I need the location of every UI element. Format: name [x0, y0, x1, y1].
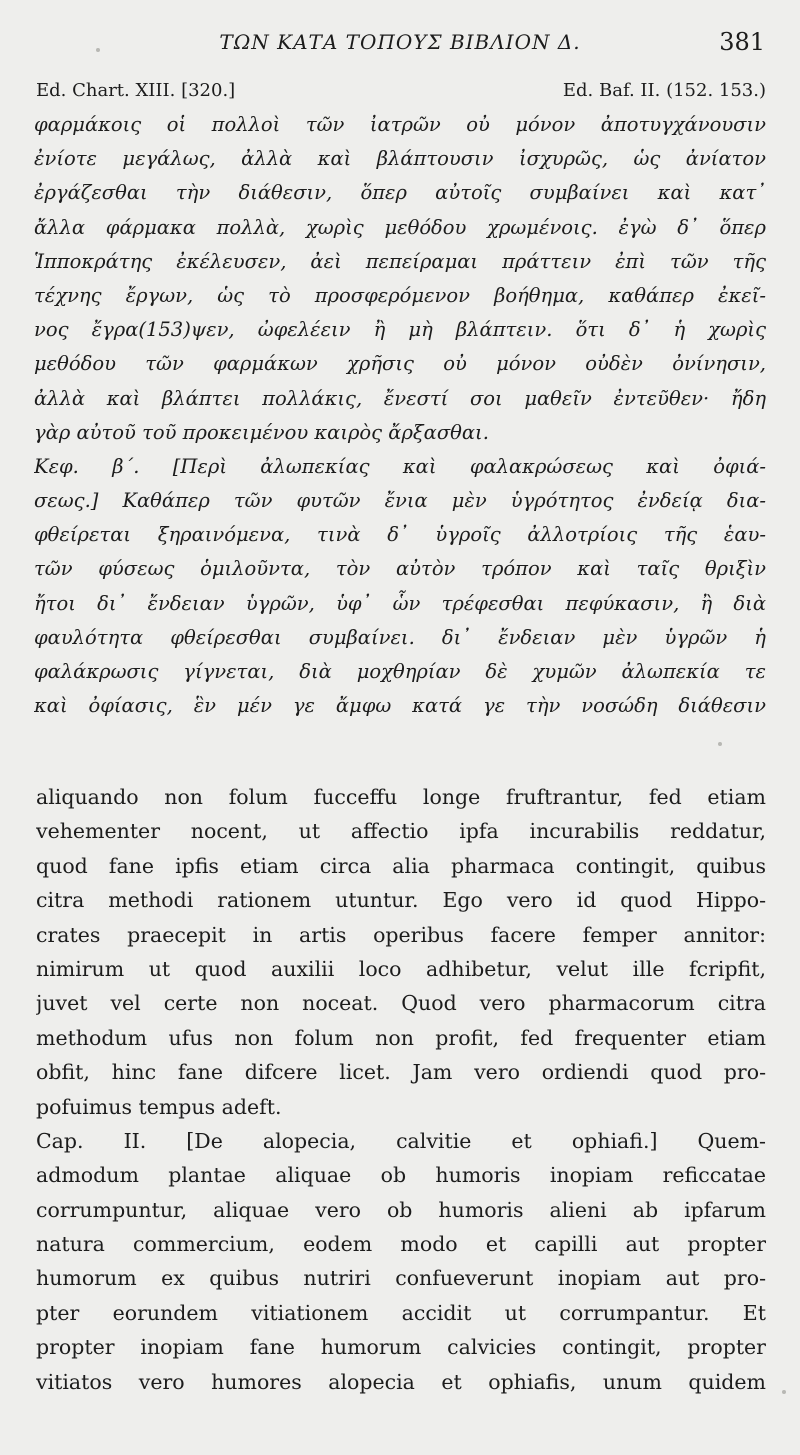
greek-line: ἐργάζεσθαι τὴν διάθεσιν, ὅπερ αὐτοῖς συμβαίνει καὶ κατ᾽	[34, 181, 766, 205]
edition-reference-left: Ed. Chart. XIII. [320.]	[36, 80, 236, 101]
greek-line: γὰρ αὐτοῦ τοῦ προκειμένου καιρὸς ἄρξασθαι.	[34, 420, 489, 444]
latin-line: juvet vel certe non noceat. Quod vero pharmacorum citra	[36, 991, 766, 1016]
latin-line: aliquando non folum fucceffu longe fruftrantur, fed etiam	[36, 785, 766, 809]
latin-line: pofuimus tempus adeft.	[36, 1094, 282, 1119]
greek-line: ἄλλα φάρμακα πολλὰ, χωρὶς μεθόδου χρωμένοις. ἐγὼ δ᾽ ὅπερ	[34, 215, 766, 239]
greek-line: φαρμάκοις οἱ πολλοὶ τῶν ἰατρῶν οὐ μόνον ἀποτυγχάνουσιν	[34, 113, 766, 136]
greek-line: τῶν φύσεως ὁμιλοῦντα, τὸν αὐτὸν τρόπον καὶ ταῖς θριξὶν	[34, 557, 766, 581]
greek-line: φαυλότητα φθείρεσθαι συμβαίνει. δι᾽ ἔνδειαν μὲν ὑγρῶν ἡ	[34, 625, 766, 649]
latin-line: propter inopiam fane humorum calvicies contingit, propter	[36, 1335, 766, 1360]
latin-line: citra methodi rationem utuntur. Ego vero id quod Hippo-	[36, 888, 766, 913]
latin-line: quod fane ipfis etiam circa alia pharmaca contingit, quibus	[36, 853, 766, 878]
latin-line: crates praecepit in artis operibus facere femper annitor:	[36, 922, 766, 947]
edition-reference-right: Ed. Baf. II. (152. 153.)	[562, 80, 766, 101]
latin-line: admodum plantae aliquae ob humoris inopiam reficcatae	[36, 1163, 766, 1188]
latin-line: vitiatos vero humores alopecia et ophiafis, unum quidem	[36, 1369, 766, 1394]
latin-line: obfit, hinc fane difcere licet. Jam vero ordiendi quod pro-	[36, 1060, 766, 1085]
latin-chapter-heading-line: Cap. II. [De alopecia, calvitie et ophiafi.] Quem-	[36, 1128, 766, 1153]
greek-line: φθείρεται ξηραινόμενα, τινὰ δ᾽ ὑγροῖς ἀλλοτρίοις τῆς ἑαυ-	[34, 523, 766, 547]
greek-line: μεθόδου τῶν φαρμάκων χρῆσις οὐ μόνον οὐδὲν ὀνίνησιν,	[34, 352, 766, 376]
latin-line: nimirum ut quod auxilii loco adhibetur, velut ille fcripfit,	[36, 956, 766, 981]
paper-speck	[718, 742, 722, 746]
greek-line: τέχνης ἔργων, ὡς τὸ προσφερόμενον βοήθημα, καθάπερ ἐκεῖ-	[34, 283, 766, 307]
greek-line: ἤτοι δι᾽ ἔνδειαν ὑγρῶν, ὑφ᾽ ὧν τρέφεσθαι πεφύκασιν, ἢ διὰ	[34, 591, 766, 615]
paper-speck	[96, 48, 100, 52]
latin-text-block	[36, 780, 766, 1399]
greek-line: ἀλλὰ καὶ βλάπτει πολλάκις, ἔνεστί σοι μαθεῖν ἐντεῦθεν· ἤδη	[34, 386, 766, 410]
latin-line: pter eorundem vitiationem accidit ut corrumpantur. Et	[36, 1300, 766, 1325]
paper-speck	[782, 1390, 786, 1394]
greek-line: καὶ ὀφίασις, ἓν μέν γε ἄμφω κατά γε τὴν νοσώδη διάθεσιν	[34, 694, 766, 718]
greek-line: σεως.] Καθάπερ τῶν φυτῶν ἔνια μὲν ὑγρότητος ἐνδείᾳ δια-	[34, 489, 766, 513]
greek-chapter-heading-line: Κεφ. β΄. [Περὶ ἀλωπεκίας καὶ φαλακρώσεως καὶ ὀφιά-	[34, 454, 766, 478]
running-header: ΤΩΝ ΚΑΤΑ ΤΟΠΟΥΣ ΒΙΒΛΙΟΝ Δ.	[219, 30, 581, 54]
greek-line: Ἱπποκράτης ἐκέλευσεν, ἀεὶ πεπείραμαι πράττειν ἐπὶ τῶν τῆς	[34, 249, 766, 273]
greek-line: ἐνίοτε μεγάλως, ἀλλὰ καὶ βλάπτουσιν ἰσχυρῶς, ὡς ἀνίατον	[34, 147, 766, 171]
greek-line: νος ἔγρα(153)ψεν, ὠφελέειν ἢ μὴ βλάπτειν. ὅτι δ᾽ ἡ χωρὶς	[34, 318, 766, 342]
latin-line: humorum ex quibus nutriri confueverunt inopiam aut pro-	[36, 1266, 766, 1291]
latin-line: natura commercium, eodem modo et capilli aut propter	[36, 1232, 766, 1257]
latin-line: vehementer nocent, ut affectio ipfa incurabilis reddatur,	[36, 819, 766, 844]
greek-text-block	[34, 108, 766, 723]
page-number: 381	[719, 28, 765, 56]
latin-line: corrumpuntur, aliquae vero ob humoris alieni ab ipfarum	[36, 1197, 766, 1222]
latin-line: methodum ufus non folum non profit, fed frequenter etiam	[36, 1025, 766, 1050]
greek-line: φαλάκρωσις γίγνεται, διὰ μοχθηρίαν δὲ χυμῶν ἀλωπεκία τε	[34, 660, 766, 683]
